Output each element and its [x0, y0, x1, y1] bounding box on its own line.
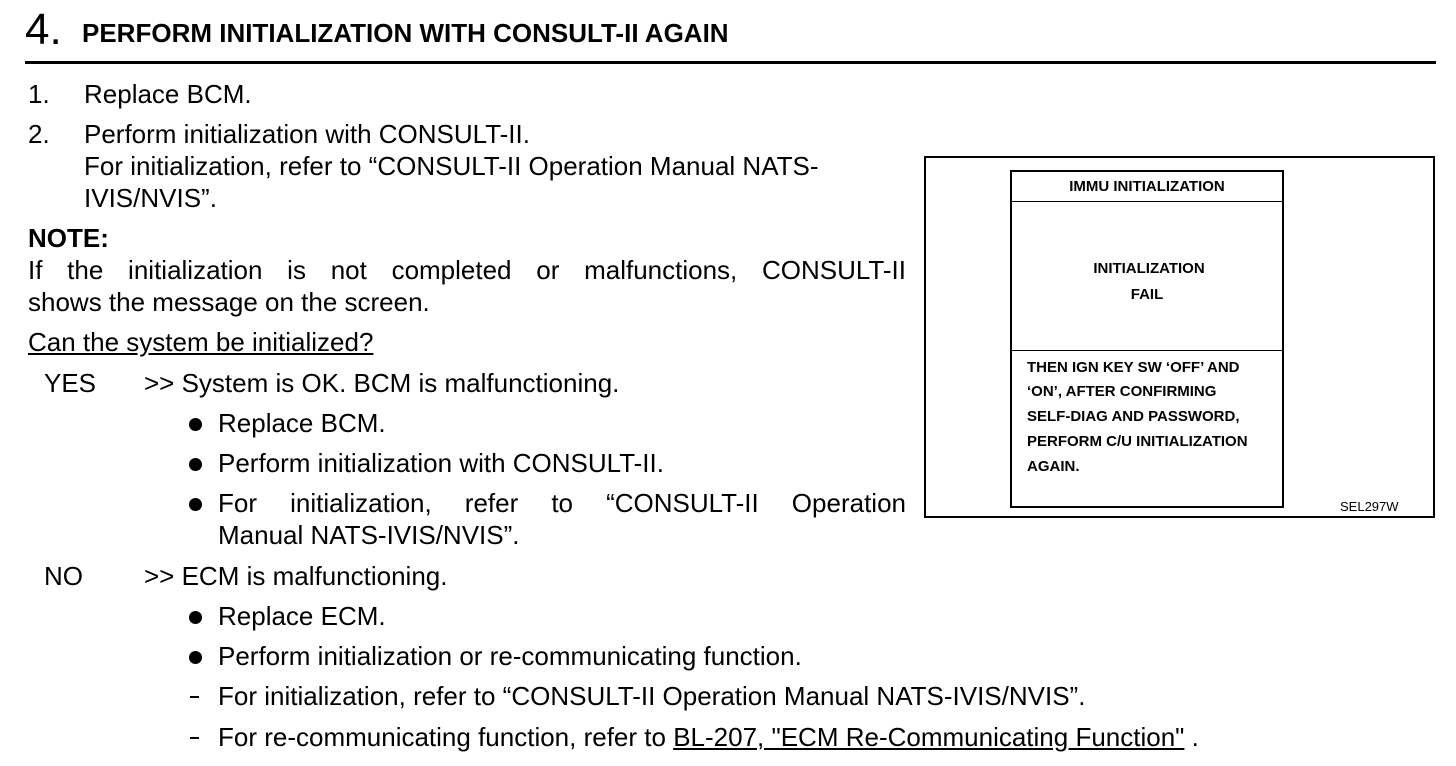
step-1-number: 1. — [28, 79, 50, 109]
step-2-reference-line-1: For initialization, refer to “CONSULT-II Operation Manual NATS- — [84, 151, 819, 181]
step-2-reference-line-2: IVIS/NVIS”. — [84, 183, 217, 213]
step-title: PERFORM INITIALIZATION WITH CONSULT-II AGAIN — [82, 18, 729, 48]
step-2-text: Perform initialization with CONSULT-II. — [84, 119, 530, 149]
note-text-line-1: If the initialization is not completed or malfunctions, CONSULT-II — [28, 255, 906, 285]
header-divider — [25, 61, 1436, 64]
yes-result: >> System is OK. BCM is malfunctioning. — [144, 368, 620, 398]
ecm-recommunicating-link[interactable]: BL-207, "ECM Re-Communicating Function" — [673, 722, 1185, 752]
screen-divider — [1012, 201, 1282, 202]
no-dash-2-text: For re-communicating function, refer to — [218, 722, 674, 752]
bullet-icon — [189, 498, 202, 511]
step-1-text: Replace BCM. — [84, 79, 252, 109]
yes-bullet-1: Replace BCM. — [218, 408, 386, 438]
yes-bullet-2: Perform initialization with CONSULT-II. — [218, 448, 664, 478]
screen-instruction-5: AGAIN. — [1027, 458, 1080, 475]
screen-instruction-3: SELF-DIAG AND PASSWORD, — [1027, 408, 1240, 425]
yes-bullet-3-line-2: Manual NATS-IVIS/NVIS”. — [218, 520, 520, 550]
screen-message-line-2: FAIL — [1130, 286, 1164, 303]
no-dash-2-suffix: . — [1184, 722, 1199, 752]
step-2-number: 2. — [28, 119, 50, 149]
bullet-icon — [189, 611, 202, 624]
bullet-icon — [189, 418, 202, 431]
question: Can the system be initialized? — [28, 327, 374, 357]
screen-instruction-2: ‘ON’, AFTER CONFIRMING — [1027, 383, 1217, 400]
no-bullet-1: Replace ECM. — [218, 601, 386, 631]
screen-message-line-1: INITIALIZATION — [1093, 260, 1205, 277]
figure-code: SEL297W — [1340, 499, 1399, 514]
note-text-line-2: shows the message on the screen. — [28, 287, 430, 317]
dash-icon — [190, 737, 199, 739]
yes-bullet-3-line-1: For initialization, refer to “CONSULT-II Operation — [218, 488, 906, 518]
note-label: NOTE: — [28, 223, 109, 253]
screen-divider — [1012, 350, 1282, 351]
no-dash-2 — [218, 721, 1199, 753]
no-bullet-2: Perform initialization or re-communicating function. — [218, 641, 802, 671]
consult-screen — [1010, 170, 1284, 508]
bullet-icon — [189, 458, 202, 471]
dash-icon — [190, 696, 199, 698]
yes-label: YES — [44, 368, 97, 398]
consult-screen-figure — [924, 156, 1435, 518]
screen-instruction-1: THEN IGN KEY SW ‘OFF’ AND — [1027, 359, 1240, 376]
no-label: NO — [44, 561, 83, 591]
screen-instruction-4: PERFORM C/U INITIALIZATION — [1027, 433, 1248, 450]
screen-title: IMMU INITIALIZATION — [1069, 178, 1225, 195]
step-number: 4. — [25, 5, 62, 54]
no-dash-1: For initialization, refer to “CONSULT-II Operation Manual NATS-IVIS/NVIS”. — [218, 681, 1086, 711]
bullet-icon — [189, 651, 202, 664]
no-result: >> ECM is malfunctioning. — [144, 561, 448, 591]
